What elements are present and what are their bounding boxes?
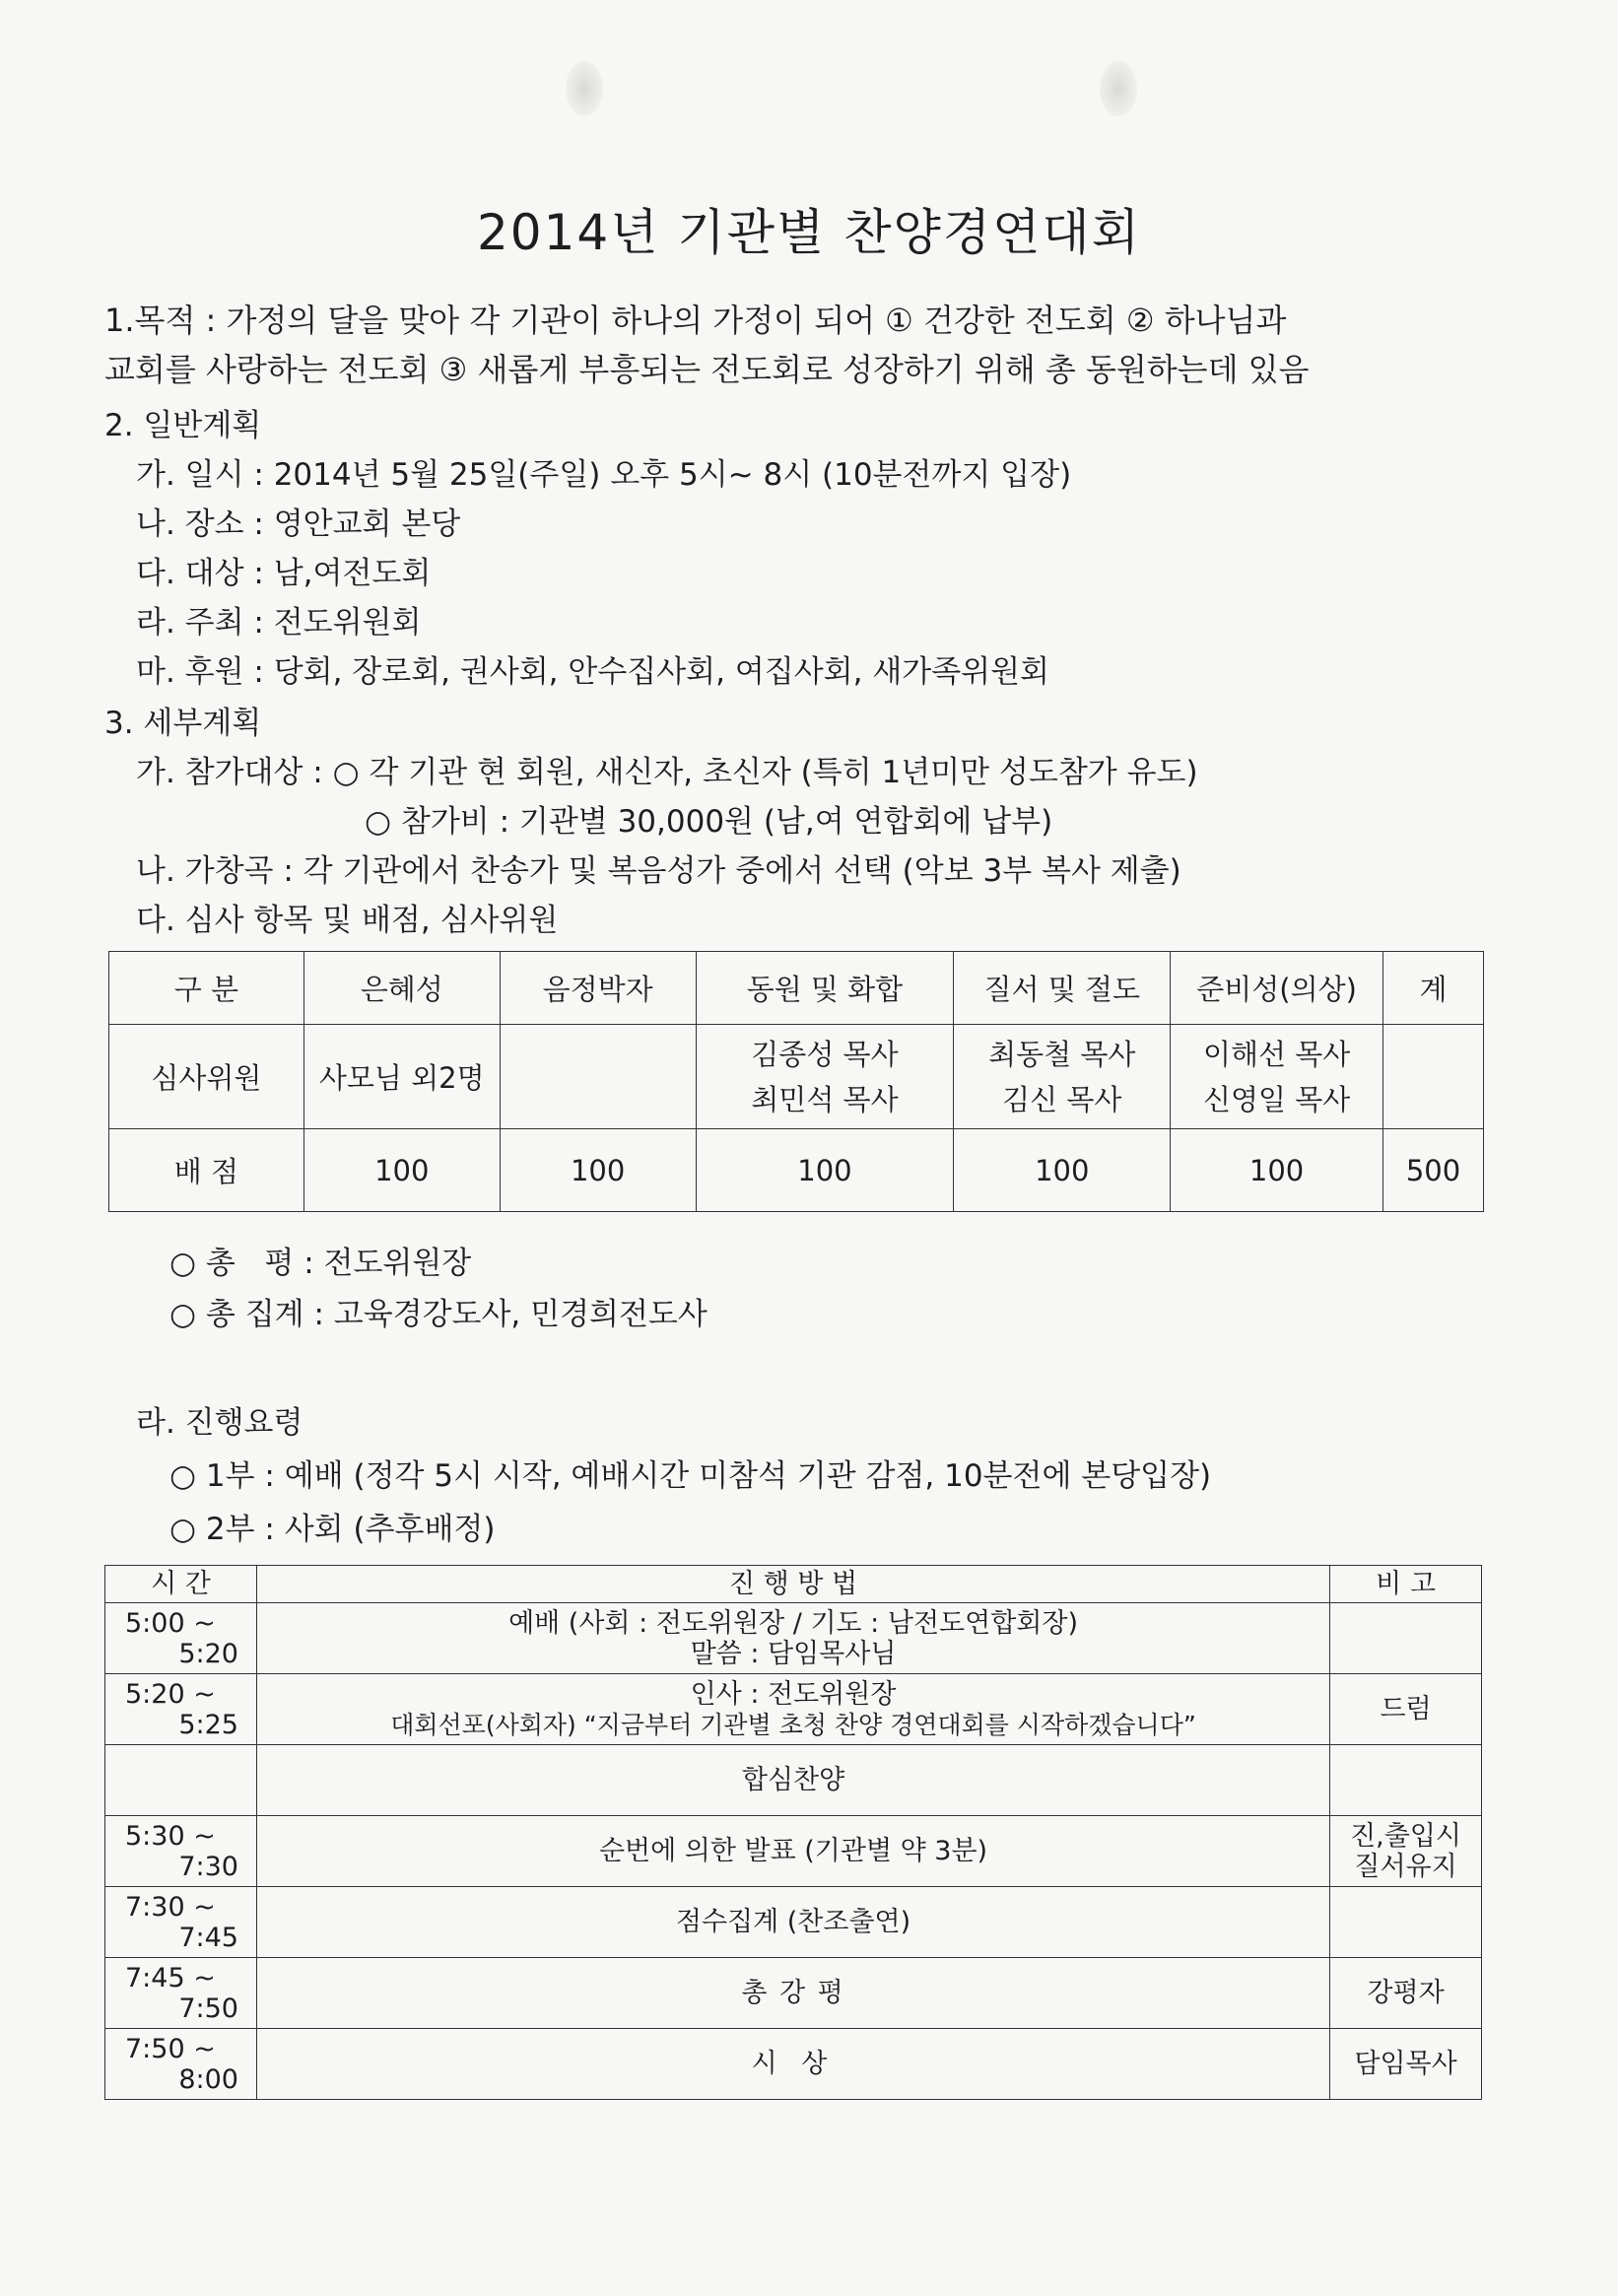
points-order: 100 (954, 1129, 1171, 1212)
time-start: 7:30 ~ (125, 1891, 216, 1923)
judges-preparation (1171, 1025, 1383, 1129)
points-grace: 100 (303, 1129, 500, 1212)
schedule-time (105, 1816, 257, 1887)
schedule-row (105, 1603, 1482, 1674)
schedule-note: 담임목사 (1330, 2029, 1482, 2100)
schedule-row (105, 1816, 1482, 1887)
time-start: 7:45 ~ (125, 1962, 216, 1993)
schedule-row (105, 2029, 1482, 2100)
schedule-note (1330, 1745, 1482, 1816)
review-general: ○ 총 평 : 전도위원장 (169, 1246, 472, 1281)
schedule-time (105, 1958, 257, 2029)
points-preparation: 100 (1171, 1129, 1383, 1212)
time-end: 5:20 (178, 1638, 238, 1669)
time-end: 7:50 (178, 1992, 238, 2024)
schedule-table (104, 1565, 1482, 2100)
schedule-method: 총 강 평 (256, 1958, 1329, 2029)
review-tally: ○ 총 집계 : 고육경강도사, 민경희전도사 (169, 1297, 708, 1332)
judge-name: 김신 목사 (1002, 1082, 1122, 1116)
judge-name: 김종성 목사 (751, 1037, 899, 1071)
judges-grace: 사모님 외2명 (303, 1025, 500, 1129)
header-category: 구 분 (109, 952, 304, 1025)
header-pitch-rhythm: 음정박자 (500, 952, 696, 1025)
points-row (109, 1129, 1484, 1212)
score-table-header-row (109, 952, 1484, 1025)
schedule-note (1330, 1887, 1482, 1958)
time-start: 5:20 ~ (125, 1678, 216, 1710)
time-start: 7:50 ~ (125, 2033, 216, 2064)
procedure-part1: ○ 1부 : 예배 (정각 5시 시작, 예배시간 미참석 기관 감점, 10분전에 본당입장) (169, 1458, 1212, 1494)
method-line: 예배 (사회 : 전도위원장 / 기도 : 남전도연합회장) (508, 1607, 1078, 1639)
schedule-row (105, 1674, 1482, 1745)
schedule-time (105, 1887, 257, 1958)
judges-pitch (500, 1025, 696, 1129)
header-mobilization: 동원 및 화합 (696, 952, 954, 1025)
judges-label: 심사위원 (109, 1025, 304, 1129)
procedure-heading: 라. 진행요령 (136, 1405, 303, 1441)
time-end: 5:25 (178, 1709, 238, 1740)
schedule-row (105, 1887, 1482, 1958)
schedule-header-note: 비 고 (1330, 1566, 1482, 1603)
time-start: 5:30 ~ (125, 1820, 216, 1852)
method-line: 인사 : 전도위원장 (690, 1678, 897, 1710)
header-preparation: 준비성(의상) (1171, 952, 1383, 1025)
detail-judging-heading: 다. 심사 항목 및 배점, 심사위원 (136, 903, 559, 938)
document-title: 2014년 기관별 찬양경연대회 (476, 204, 1142, 261)
time-end: 8:00 (178, 2063, 238, 2095)
schedule-note: 강평자 (1330, 1958, 1482, 2029)
detail-plan-heading: 3. 세부계획 (104, 706, 262, 741)
schedule-time (105, 1745, 257, 1816)
schedule-method: 합심찬양 (256, 1745, 1329, 1816)
general-item-date: 가. 일시 : 2014년 5월 25일(주일) 오후 5시~ 8시 (10분전까지 입장) (136, 457, 1072, 493)
schedule-note (1330, 1603, 1482, 1674)
schedule-header-method: 진 행 방 법 (256, 1566, 1329, 1603)
points-pitch: 100 (500, 1129, 696, 1212)
general-item-sponsor: 마. 후원 : 당회, 장로회, 권사회, 안수집사회, 여집사회, 새가족위원회 (136, 654, 1049, 690)
schedule-method: 순번에 의한 발표 (기관별 약 3분) (256, 1816, 1329, 1887)
header-order: 질서 및 절도 (954, 952, 1171, 1025)
purpose-line-2: 교회를 사랑하는 전도회 ③ 새롭게 부흥되는 전도회로 성장하기 위해 총 동원하는데 있음 (104, 351, 1310, 388)
judge-name: 최동철 목사 (988, 1037, 1136, 1071)
schedule-method (256, 1603, 1329, 1674)
header-total: 계 (1383, 952, 1484, 1025)
general-plan-heading: 2. 일반계획 (104, 408, 262, 443)
time-end: 7:30 (178, 1851, 238, 1882)
schedule-time (105, 1603, 257, 1674)
points-label: 배 점 (109, 1129, 304, 1212)
schedule-header-time: 시 간 (105, 1566, 257, 1603)
judges-total (1383, 1025, 1484, 1129)
method-line: 말씀 : 담임목사님 (690, 1638, 897, 1669)
schedule-method (256, 1674, 1329, 1745)
detail-participants-2: ○ 참가비 : 기관별 30,000원 (남,여 연합회에 납부) (365, 804, 1053, 840)
judges-row (109, 1025, 1484, 1129)
score-table (108, 951, 1484, 1212)
general-item-place: 나. 장소 : 영안교회 본당 (136, 506, 461, 542)
judge-name: 신영일 목사 (1202, 1082, 1351, 1116)
schedule-method: 시 상 (256, 2029, 1329, 2100)
schedule-time (105, 1674, 257, 1745)
punch-hole-left (566, 61, 603, 116)
schedule-header-row (105, 1566, 1482, 1603)
schedule-time (105, 2029, 257, 2100)
time-start: 5:00 ~ (125, 1607, 216, 1639)
schedule-note: 드럼 (1330, 1674, 1482, 1745)
note-line: 진,출입시 (1350, 1820, 1461, 1852)
general-item-target: 다. 대상 : 남,여전도회 (136, 556, 432, 591)
judges-mobilization (696, 1025, 954, 1129)
general-item-host: 라. 주최 : 전도위원회 (136, 605, 422, 641)
punch-hole-right (1100, 61, 1137, 116)
header-grace: 은혜성 (303, 952, 500, 1025)
note-line: 질서유지 (1354, 1851, 1457, 1882)
detail-songs: 나. 가창곡 : 각 기관에서 찬송가 및 복음성가 중에서 선택 (악보 3부 복사 제출) (136, 853, 1181, 889)
time-end: 7:45 (178, 1922, 238, 1953)
judge-name: 최민석 목사 (751, 1082, 899, 1116)
schedule-note (1330, 1816, 1482, 1887)
procedure-part2: ○ 2부 : 사회 (추후배정) (169, 1512, 496, 1547)
schedule-row (105, 1745, 1482, 1816)
judge-name: 이해선 목사 (1202, 1037, 1351, 1071)
purpose-line-1: 1.목적 : 가정의 달을 맞아 각 기관이 하나의 가정이 되어 ① 건강한 전도회 ② 하나님과 (104, 302, 1287, 339)
method-line: 대회선포(사회자) “지금부터 기관별 초청 찬양 경연대회를 시작하겠습니다” (390, 1710, 1196, 1739)
schedule-row (105, 1958, 1482, 2029)
points-total: 500 (1383, 1129, 1484, 1212)
judges-order (954, 1025, 1171, 1129)
schedule-method: 점수집계 (찬조출연) (256, 1887, 1329, 1958)
detail-participants-1: 가. 참가대상 : ○ 각 기관 현 회원, 새신자, 초신자 (특히 1년미만 성도참가 유도) (136, 755, 1198, 790)
points-mobilization: 100 (696, 1129, 954, 1212)
